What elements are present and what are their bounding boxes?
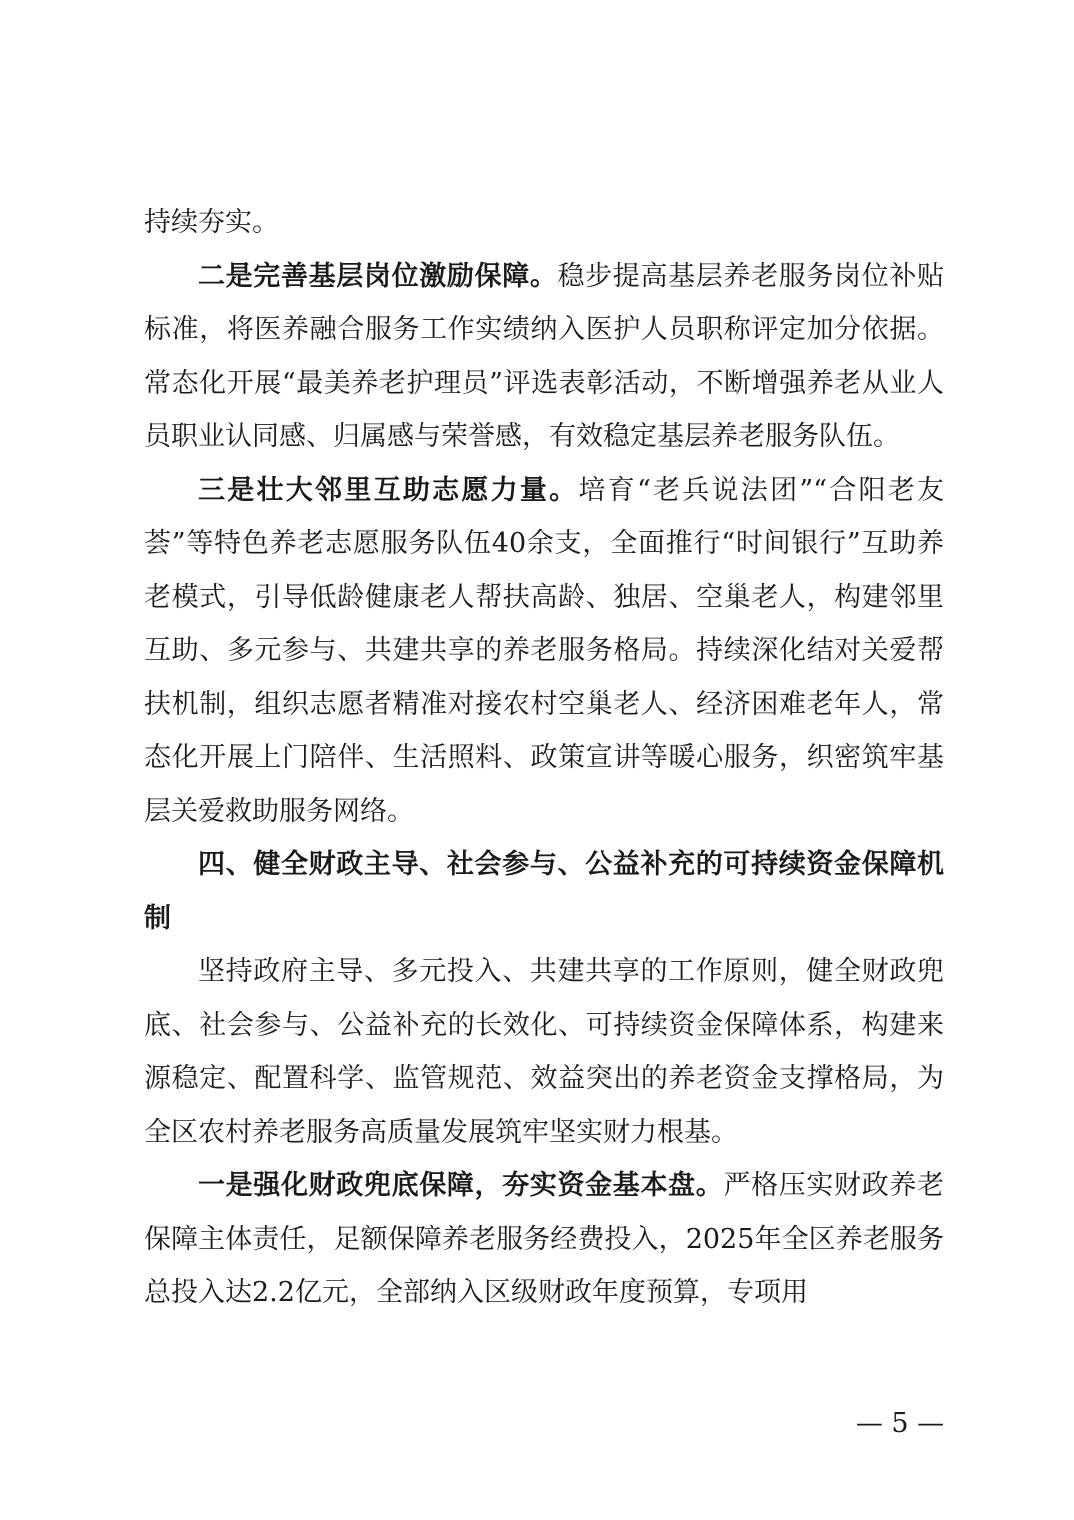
paragraph-text: 稳步提高基层养老服务岗位补贴标准，将医养融合服务工作实绩纳入医护人员职称评定加分依据。常态化开展“最美养老护理员”评选表彰活动，不断增强养老从业人员职业认同感、归属感与荣誉感，有效稳定基层养老服务队伍。 bbox=[144, 260, 944, 452]
paragraph-incentive-guarantee bbox=[144, 250, 944, 464]
paragraph-volunteer-force bbox=[144, 464, 944, 839]
document-body bbox=[144, 196, 944, 1320]
paragraph-text: 培育“老兵说法团”“合阳老友荟”等特色养老志愿服务队伍40余支，全面推行“时间银行”互助养老模式，引导低龄健康老人帮扶高龄、独居、空巢老人，构建邻里互助、多元参与、共建共享的养老服务格局。持续深化结对关爱帮扶机制，组织志愿者精准对接农村空巢老人、经济困难老年人，常态化开展上门陪伴、生活照料、政策宣讲等暖心服务，织密筑牢基层关爱救助服务网络。 bbox=[144, 474, 944, 827]
paragraph-funding-intro: 坚持政府主导、多元投入、共建共享的工作原则，健全财政兜底、社会参与、公益补充的长效化、可持续资金保障体系，构建来源稳定、配置科学、监管规范、效益突出的养老资金支撑格局，为全区农村养老服务高质量发展筑牢坚实财力根基。 bbox=[144, 956, 944, 1148]
paragraph-fiscal-guarantee bbox=[144, 1159, 944, 1320]
paragraph-lead: 一是强化财政兜底保障，夯实资金基本盘。 bbox=[198, 1170, 724, 1201]
paragraph-text: 严格压实财政养老保障主体责任，足额保障养老服务经费投入，2025年全区养老服务总投入达2.2亿元，全部纳入区级财政年度预算，专项用 bbox=[144, 1170, 945, 1308]
continuation-paragraph: 持续夯实。 bbox=[144, 207, 279, 238]
section-heading: 四、健全财政主导、社会参与、公益补充的可持续资金保障机制 bbox=[144, 849, 944, 934]
page-number: — 5 — bbox=[855, 1408, 945, 1439]
paragraph-lead: 二是完善基层岗位激励保障。 bbox=[198, 260, 558, 292]
paragraph-lead: 三是壮大邻里互助志愿力量。 bbox=[198, 474, 579, 506]
